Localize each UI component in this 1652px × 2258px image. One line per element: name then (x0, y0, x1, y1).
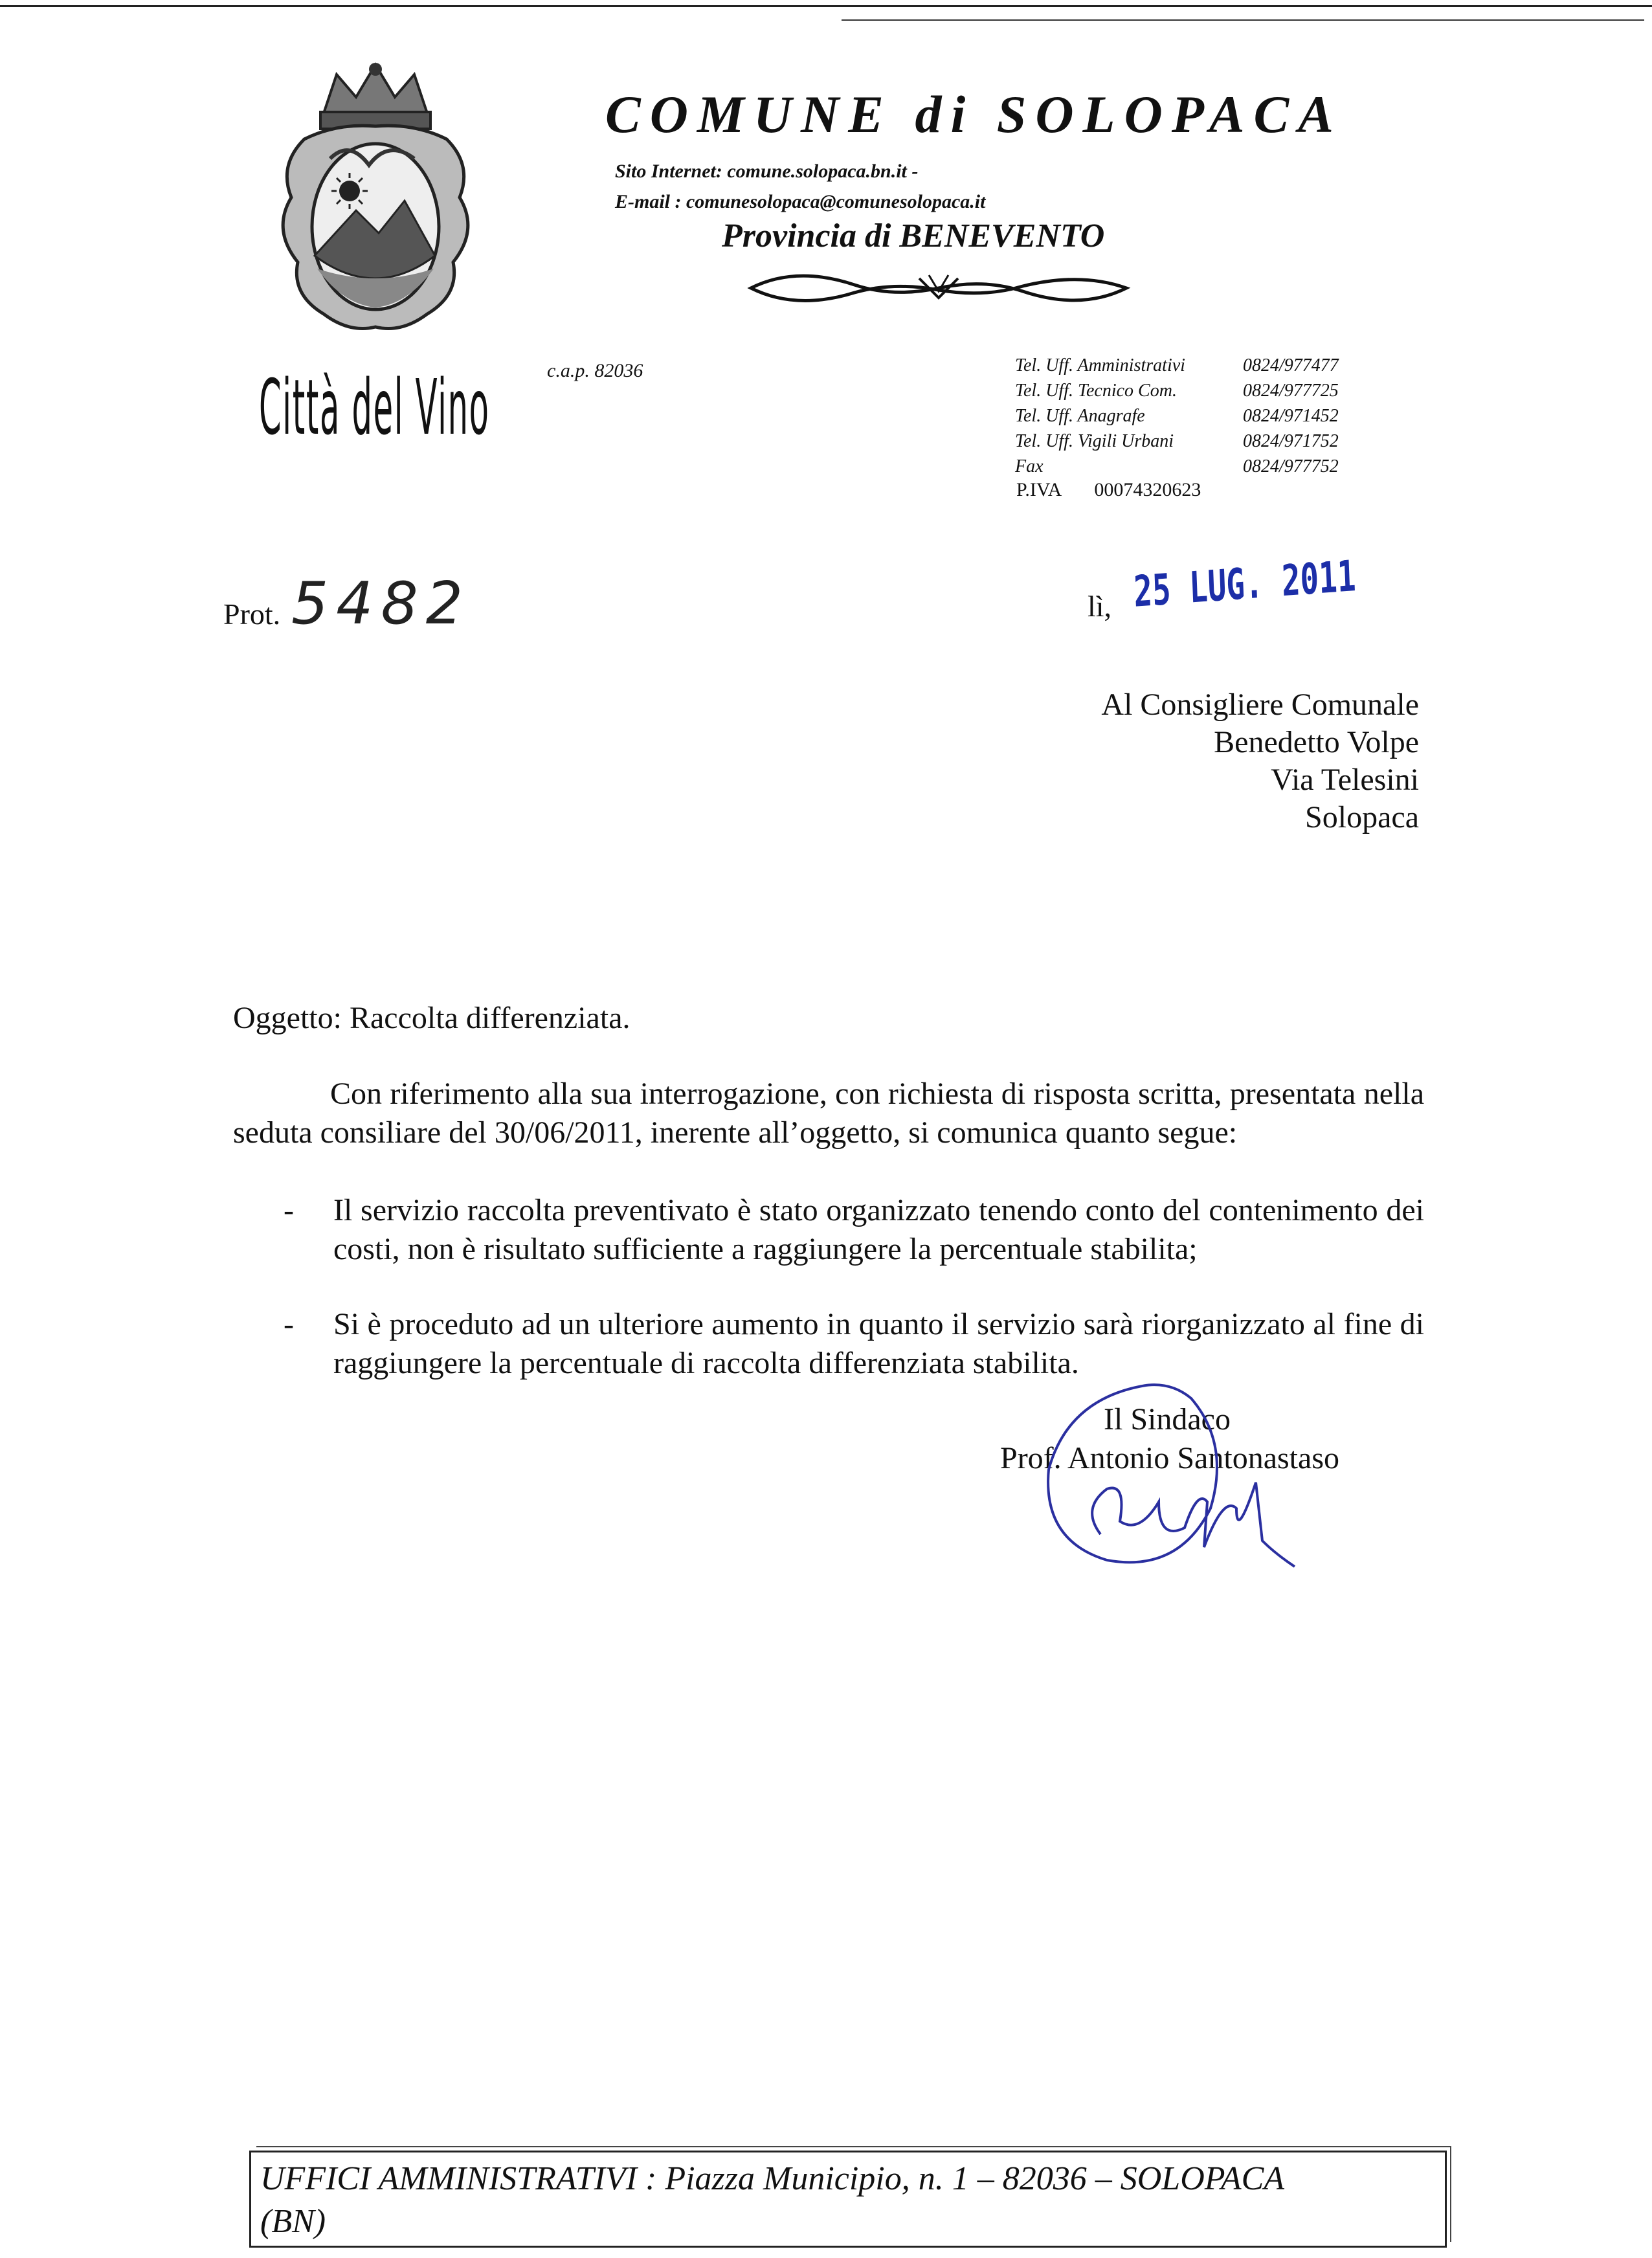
recipient-line: Via Telesini (1271, 763, 1419, 797)
intro-paragraph: Con riferimento alla sua interrogazione, con richiesta di risposta scritta, presentata nella seduta consiliare del 30/06/2011, inerente all’oggetto, si comunica quanto segue: (233, 1077, 1424, 1150)
municipality-title: COMUNE di SOLOPACA (605, 85, 1343, 144)
vat-label: P.IVA (1016, 479, 1062, 500)
contact-value: 0824/977725 (1243, 381, 1339, 401)
contact-label: Tel. Uff. Tecnico Com. (1015, 381, 1177, 401)
footer-address-box (249, 2151, 1447, 2248)
contacts-list (1015, 353, 1339, 479)
list-dash: - (284, 1193, 294, 1227)
list-item (233, 1305, 1424, 1383)
protocol-label: Prot. (223, 598, 281, 631)
ornament-flourish (744, 265, 1133, 314)
top-border-line-2 (842, 19, 1644, 21)
recipient-line: Al Consigliere Comunale (1101, 687, 1419, 722)
contact-value: 0824/977477 (1243, 355, 1339, 375)
protocol-number: 5482 (291, 570, 471, 638)
contact-row (1015, 429, 1339, 454)
footer-line: UFFICI AMMINISTRATIVI : Piazza Municipio, n. 1 – 82036 – SOLOPACA (260, 2160, 1285, 2197)
contact-label: Tel. Uff. Anagrafe (1015, 406, 1145, 426)
contact-row (1015, 378, 1339, 403)
city-of-wine-logo: Città del Vino (259, 363, 490, 452)
date-stamp: 25 LUG. 2011 (1133, 551, 1357, 617)
website: Sito Internet: comune.solopaca.bn.it - (615, 161, 919, 182)
email: E-mail : comunesolopaca@comunesolopaca.it (615, 191, 986, 212)
postal-code: c.a.p. 82036 (547, 360, 643, 381)
date-prefix: lì, (1088, 590, 1112, 623)
contact-row (1015, 353, 1339, 378)
contact-value: 0824/977752 (1243, 456, 1339, 476)
footer-border (256, 2146, 1451, 2242)
list-dash: - (284, 1307, 294, 1341)
top-border-line (0, 5, 1652, 7)
recipient-line: Solopaca (1305, 800, 1419, 834)
list-item-text: Il servizio raccolta preventivato è stato organizzato tenendo conto del contenimento dei costi, non è risultato sufficiente a raggiungere la percentuale stabilita; (333, 1193, 1424, 1266)
province: Provincia di BENEVENTO (722, 218, 1105, 254)
vat-number (1016, 479, 1201, 501)
recipient-line: Benedetto Volpe (1214, 725, 1419, 759)
contact-label: Tel. Uff. Amministrativi (1015, 355, 1185, 375)
list-item (233, 1191, 1424, 1269)
contact-label: Fax (1015, 456, 1044, 476)
vat-value: 00074320623 (1094, 479, 1201, 500)
recipient-block (1101, 686, 1419, 836)
contact-value: 0824/971752 (1243, 431, 1339, 451)
coat-of-arms (265, 61, 486, 343)
contact-value: 0824/971452 (1243, 406, 1339, 426)
contact-row (1015, 403, 1339, 429)
subject-line: Oggetto: Raccolta differenziata. (233, 1001, 631, 1035)
letter-body (233, 1075, 1424, 1419)
footer-line: (BN) (260, 2203, 326, 2240)
handwritten-signature (1029, 1372, 1353, 1583)
contact-label: Tel. Uff. Vigili Urbani (1015, 431, 1174, 451)
contact-row (1015, 454, 1339, 479)
list-item-text: Si è proceduto ad un ulteriore aumento in quanto il servizio sarà riorganizzato al fine di raggiungere la percentuale di raccolta differenziata stabilita. (333, 1307, 1424, 1380)
signatory-name: Prof. Antonio Santonastaso (1000, 1441, 1339, 1475)
signatory-role: Il Sindaco (1104, 1402, 1231, 1436)
